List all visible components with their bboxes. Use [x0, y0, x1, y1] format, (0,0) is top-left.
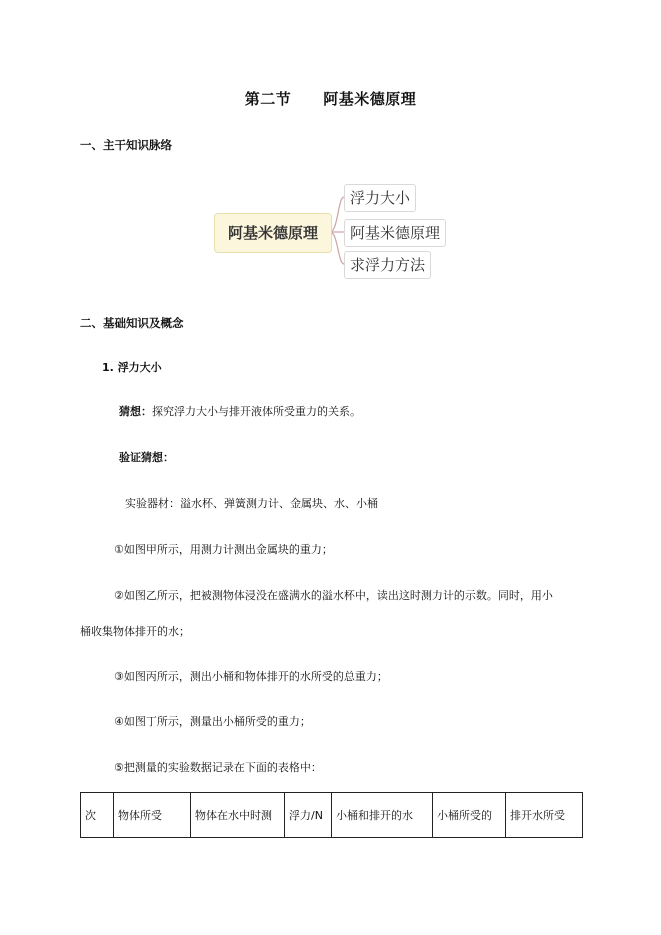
table-header-cell: 小桶和排开的水: [332, 793, 433, 838]
step-2-continued: 桶收集物体排开的水；: [80, 625, 190, 638]
table-header-cell: 物体所受: [114, 793, 191, 838]
mind-map-root: 阿基米德原理: [214, 213, 332, 253]
table-header-cell: 小桶所受的: [433, 793, 506, 838]
equipment-line: 实验器材：溢水杯、弹簧测力计、金属块、水、小桶: [125, 497, 378, 510]
step-5: ⑤把测量的实验数据记录在下面的表格中：: [114, 761, 322, 774]
mind-map-node-archimedes: 阿基米德原理: [344, 219, 446, 247]
verify-label: 验证猜想：: [119, 451, 174, 464]
table-header-row: [81, 793, 583, 838]
section-heading-1: 一、主干知识脉络: [80, 138, 172, 152]
mind-map-node-buoyancy-size: 浮力大小: [344, 184, 416, 212]
step-3: ③如图丙所示，测出小桶和物体排开的水所受的总重力；: [114, 670, 388, 683]
mind-map-node-methods: 求浮力方法: [344, 251, 431, 279]
title-text: 阿基米德原理: [323, 90, 417, 108]
title-section-number: 第二节: [244, 90, 292, 108]
step-2: ②如图乙所示，把被测物体浸没在盛满水的溢水杯中，读出这时测力计的示数。同时，用小: [114, 589, 553, 602]
subsection-title: 浮力大小: [117, 361, 162, 374]
guess-text: 探究浮力大小与排开液体所受重力的关系。: [152, 405, 361, 418]
data-table: [80, 792, 583, 838]
step-4: ④如图丁所示，测量出小桶所受的重力；: [114, 715, 311, 728]
guess-label: 猜想：: [119, 405, 152, 418]
subsection-number: 1.: [102, 361, 114, 374]
section-heading-2: 二、基础知识及概念: [80, 316, 184, 330]
connector-bottom: [330, 232, 344, 264]
subsection-heading: [102, 361, 162, 375]
table-header-cell: 浮力/N: [285, 793, 332, 838]
guess-line: [119, 405, 361, 419]
table-header-cell: 物体在水中时测: [191, 793, 285, 838]
step-1: ①如图甲所示，用测力计测出金属块的重力；: [114, 543, 333, 556]
connector-top: [330, 197, 344, 232]
table-header-cell: 次: [81, 793, 114, 838]
table-header-cell: 排开水所受: [506, 793, 583, 838]
